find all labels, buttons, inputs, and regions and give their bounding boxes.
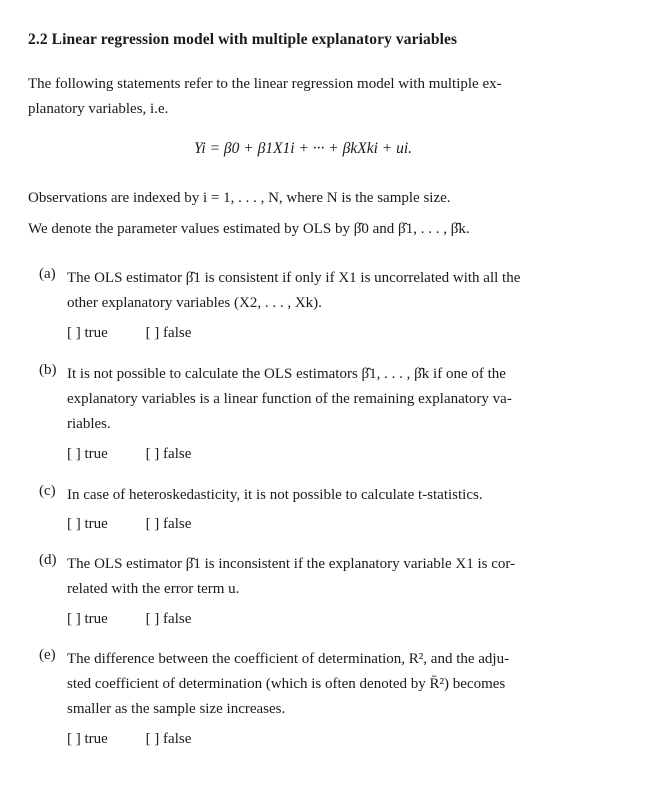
item-b-line-1: It is not possible to calculate the OLS estimators β̂1, . . . , β̂k if one of the (67, 366, 506, 382)
item-e-false-option[interactable]: [ ] false (145, 731, 192, 747)
item-a-true-option[interactable]: [ ] true (67, 325, 108, 341)
regression-equation: Yi = β0 + β1X1i + ··· + βkXki + ui. (193, 140, 413, 157)
item-b-line-2: explanatory variables is a linear function of the remaining explanatory va- (67, 391, 512, 407)
item-e-true-option[interactable]: [ ] true (67, 731, 108, 747)
item-b-text (67, 362, 582, 437)
item-c-choices (67, 516, 191, 533)
item-c-line-1: In case of heteroskedasticity, it is not possible to calculate t-statistics. (67, 487, 483, 503)
item-c-true-option[interactable]: [ ] true (67, 516, 108, 532)
observations-sentence: Observations are indexed by i = 1, . . . , N, where N is the sample size. (28, 190, 451, 206)
item-d-choices (67, 611, 191, 628)
item-e-line-2: sted coefficient of determination (which is often denoted by R̄²) becomes (67, 676, 506, 692)
item-a-line-2: other explanatory variables (X2, . . . , Xk). (67, 295, 322, 311)
item-a-label: (a) (39, 266, 56, 282)
item-b-line-3: riables. (67, 416, 111, 432)
item-a-text (67, 266, 582, 316)
item-c-text (67, 483, 582, 508)
item-a-choices (67, 325, 191, 342)
item-d-true-option[interactable]: [ ] true (67, 611, 108, 627)
item-e-choices (67, 731, 191, 748)
item-c-label: (c) (39, 483, 56, 499)
item-c-false-option[interactable]: [ ] false (145, 516, 192, 532)
item-e-text (67, 647, 582, 722)
item-e-line-1: The difference between the coefficient of determination, R², and the adju- (67, 651, 510, 667)
item-b-true-option[interactable]: [ ] true (67, 446, 108, 462)
ols-sentence: We denote the parameter values estimated by OLS by β̂0 and β̂1, . . . , β̂k. (28, 221, 470, 237)
item-b-choices (67, 446, 191, 463)
intro-line-2: planatory variables, i.e. (28, 101, 169, 117)
item-b-label: (b) (39, 362, 57, 378)
item-d-false-option[interactable]: [ ] false (145, 611, 192, 627)
item-a-false-option[interactable]: [ ] false (145, 325, 192, 341)
item-d-line-2: related with the error term u. (67, 581, 240, 597)
item-a-line-1: The OLS estimator β̂1 is consistent if only if X1 is uncorrelated with all the (67, 270, 521, 286)
item-d-text (67, 552, 582, 602)
item-e-label: (e) (39, 647, 56, 663)
item-b-false-option[interactable]: [ ] false (145, 446, 192, 462)
item-d-line-1: The OLS estimator β̂1 is inconsistent if the explanatory variable X1 is cor- (67, 556, 516, 572)
intro-line-1: The following statements refer to the linear regression model with multiple ex- (28, 76, 502, 92)
section-title: 2.2 Linear regression model with multiple explanatory variables (28, 31, 458, 48)
item-d-label: (d) (39, 552, 57, 568)
item-e-line-3: smaller as the sample size increases. (67, 701, 286, 717)
